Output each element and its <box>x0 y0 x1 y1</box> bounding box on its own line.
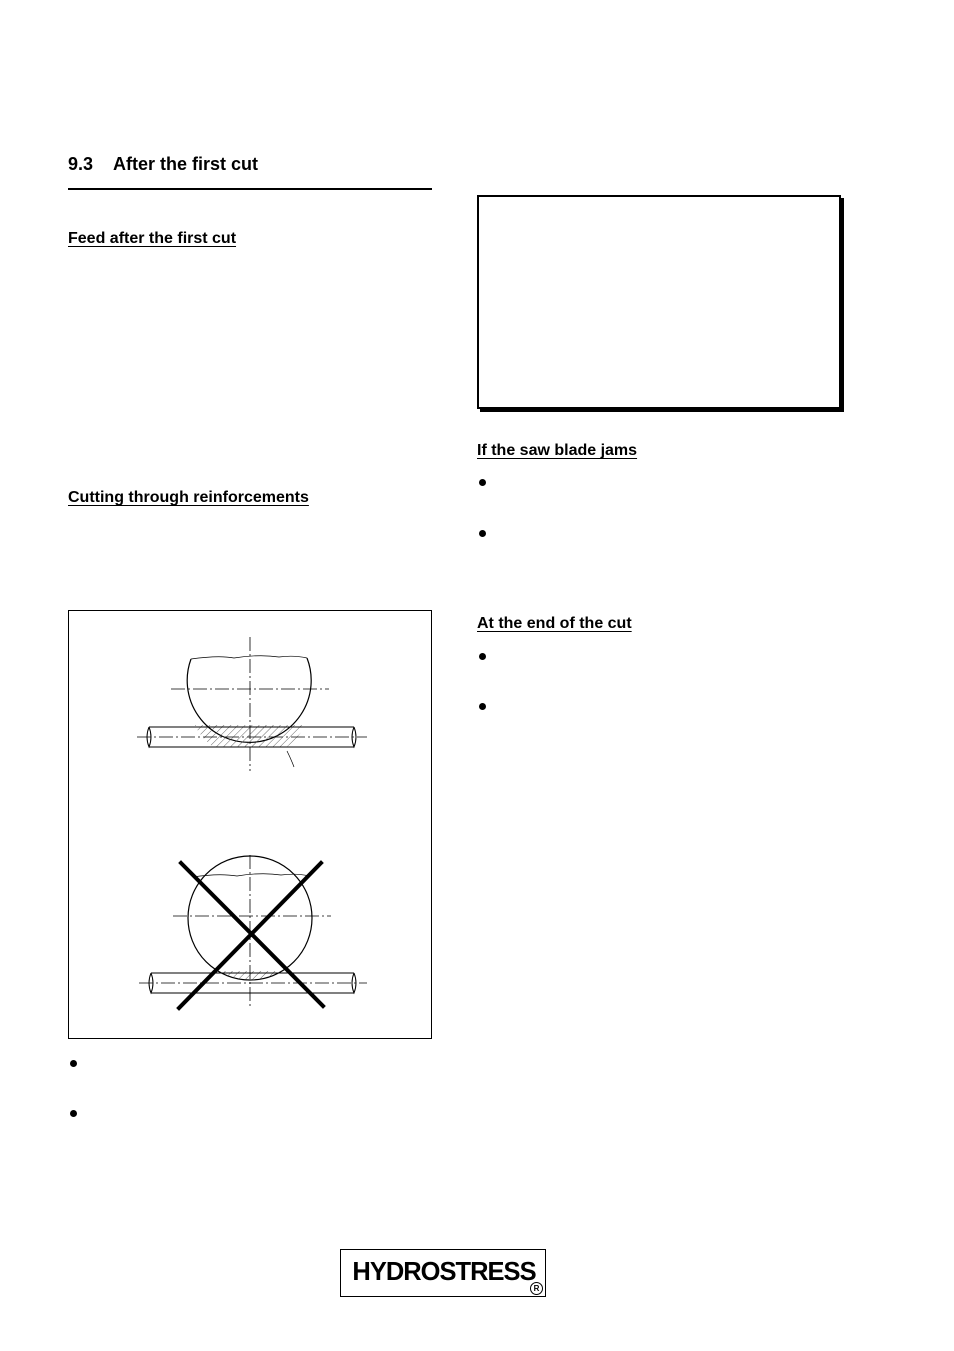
registered-mark: R <box>530 1282 543 1295</box>
feed-heading: Feed after the first cut <box>68 230 237 247</box>
reinforcement-heading: Cutting through reinforcements <box>68 489 309 506</box>
jam-bullet-1 <box>479 479 486 486</box>
jam-bullet-2 <box>479 530 486 537</box>
end-heading: At the end of the cut <box>477 615 632 632</box>
notice-box <box>477 195 841 409</box>
section-number: 9.3 <box>68 154 94 174</box>
end-bullet-1 <box>479 653 486 660</box>
end-bullet-2 <box>479 703 486 710</box>
section-divider <box>68 188 432 190</box>
section-heading <box>68 154 258 175</box>
jam-heading: If the saw blade jams <box>477 442 638 459</box>
reinforcement-bullet-2 <box>70 1110 77 1117</box>
reinforcement-bullet-1 <box>70 1060 77 1067</box>
reinforcement-figure <box>68 610 432 1039</box>
logo-text: HYDROSTRESS <box>352 1256 536 1286</box>
hydrostress-logo <box>340 1249 546 1297</box>
section-title: After the first cut <box>113 154 259 174</box>
correct-cut-drawing <box>137 637 367 771</box>
reinforcement-diagram <box>69 611 431 1038</box>
cross-out-mark <box>179 863 323 1008</box>
